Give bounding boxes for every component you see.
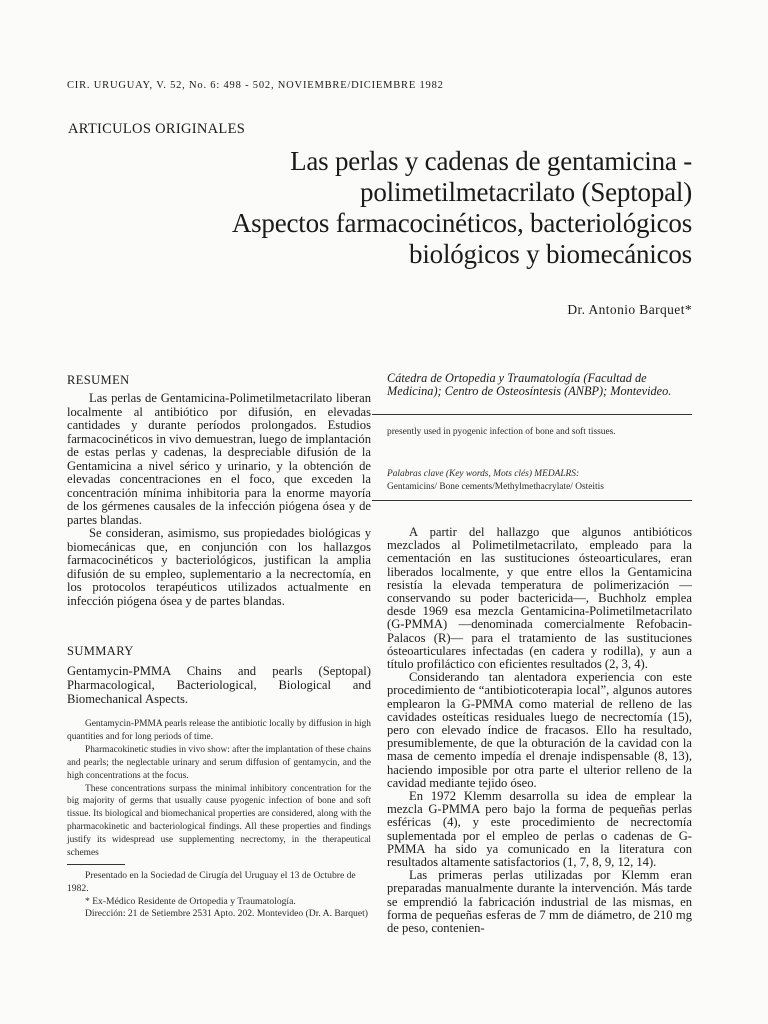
title-line: Aspectos farmacocinéticos, bacteriológicos xyxy=(231,208,692,238)
section-label: ARTICULOS ORIGINALES xyxy=(68,121,246,137)
resumen-paragraph: Se consideran, asimismo, sus propiedades biológicas y biomecánicas que, en conjunción con los hallazgos farmacocinéticos y bacteriológicos, justifican la amplia difusión de su empleo, suplementario a la necrectomía, en los protocolos terapéuticos utilizados actualmente en infección piógena ósea y de partes blandas. xyxy=(67,526,371,608)
summary-body xyxy=(67,718,371,860)
title-line: Las perlas y cadenas de gentamicina - xyxy=(290,146,692,176)
title-line: biológicos y biomecánicos xyxy=(409,239,692,269)
summary-paragraph: Pharmacokinetic studies in vivo show: after the implantation of these chains and pearls; the neglectable urinary and serum diffusion of gentamycin, and the high concentrations at the focus. xyxy=(67,744,371,781)
summary-heading: SUMMARY xyxy=(67,644,134,658)
author: Dr. Antonio Barquet* xyxy=(567,302,692,317)
affiliation: Cátedra de Ortopedia y Traumatología (Facultad de Medicina); Centro de Osteosíntesis (ANBP); Montevideo. xyxy=(387,371,672,398)
body-paragraph: En 1972 Klemm desarrolla su idea de emplear la mezcla G-PMMA pero bajo la forma de pequeñas perlas esféricas (4), y este procedimiento de necrectomía suplementada por el empleo de perlas o cadenas de G-PMMA ha sido ya comunicado en la literatura con resultados altamente satisfactorios (1, 7, 8, 9, 12, 14). xyxy=(387,789,692,870)
resumen-paragraph: Las perlas de Gentamicina-Polimetilmetacrilato liberan localmente al antibiótico por difusión, en elevadas cantidades y durante períodos prolongados. Estudios farmacocinéticos in vivo demuestran, luego de implantación de estas perlas y cadenas, la despreciable difusión de la Gentamicina a nivel sérico y urinario, y la obtención de elevadas concentraciones en el foco, que exceden la concentración mínima inhibitoria para la enorme mayoría de los gérmenes causales de la infección piógena ósea y de partes blandas. xyxy=(67,391,371,527)
footnotes xyxy=(67,870,371,921)
journal-citation: CIR. URUGUAY, V. 52, No. 6: 498 - 502, NOVIEMBRE/DICIEMBRE 1982 xyxy=(67,80,444,91)
keywords-label: Palabras clave (Key words, Mots clés) MEDALRS: xyxy=(387,469,580,479)
footnote-divider xyxy=(67,864,125,865)
resumen-heading: RESUMEN xyxy=(67,373,130,387)
body-paragraph: Las primeras perlas utilizadas por Klemm eran preparadas manualmente durante la intervención. Más tarde se emprendió la fabricación industrial de las mismas, en forma de pequeñas esferas de 7 mm de diámetro, de 210 mg de peso, contenien- xyxy=(387,868,692,936)
summary-continuation: presently used in pyogenic infection of bone and soft tissues. xyxy=(387,427,616,437)
affiliation-divider xyxy=(372,414,692,415)
footnote: Dirección: 21 de Setiembre 2531 Apto. 202. Montevideo (Dr. A. Barquet) xyxy=(85,908,368,920)
footnote: * Ex-Médico Residente de Ortopedia y Traumatología. xyxy=(85,895,296,907)
title-line: polimetilmetacrilato (Septopal) xyxy=(360,177,692,207)
summary-paragraph: These concentrations surpass the minimal inhibitory concentration for the big majority of germs that usually cause pyogenic infection of bone and soft tissue. Its biological and biomechanical properties are considered, along with the pharmacokinetic and bacteriological findings. All these properties and findings justify its widespread use supplementing necrectomy, in the therapeutical schemes xyxy=(67,783,371,859)
resumen-body xyxy=(67,392,371,608)
keywords-value: Gentamicins/ Bone cements/Methylmethacrylate/ Osteitis xyxy=(387,482,604,492)
article-body xyxy=(387,526,692,935)
summary-paragraph: Gentamycin-PMMA pearls release the antibiotic locally by diffusion in high quantities and for long periods of time. xyxy=(67,719,371,742)
article-title xyxy=(132,146,692,270)
summary-title: Gentamycin-PMMA Chains and pearls (Septopal) Pharmacological, Bacteriological, Biological and Biomechanical Aspects. xyxy=(67,664,371,706)
footnote: Presentado en la Sociedad de Cirugía del Uruguay el 13 de Octubre de 1982. xyxy=(67,870,356,894)
body-paragraph: A partir del hallazgo que algunos antibióticos mezclados al Polimetilmetacrilato, empleado para la cementación en las sustituciones ósteoarticulares, eran liberados localmente, y que entre ellos la Gentamicina resistía la elevada temperatura de polimerización —conservando su poder bactericida—, Buchholz emplea desde 1969 esa mezcla Gentamicina-Polimetilmetacrilato (G-PMMA) —denominada comercialmente Refobacin-Palacos (R)— para el tratamiento de las sustituciones ósteoarticulares infectadas (en cadera y rodilla), y aun a título profiláctico con eficientes resultados (2, 3, 4). xyxy=(387,525,692,672)
keywords-divider xyxy=(372,500,692,501)
body-paragraph: Considerando tan alentadora experiencia con este procedimiento de “antibioticoterapia local”, algunos autores emplearon la G-PMMA como material de relleno de las cavidades osteíticas residuales luego de necrectomía (15), pero con elevado índice de fracasos. Ello ha resultado, presumiblemente, de que la obturación de la cavidad con la masa de cemento impedía el drenaje indispensable (8, 13), haciendo imposible por otra parte el ulterior relleno de la cavidad mediante tejido óseo. xyxy=(387,670,692,790)
